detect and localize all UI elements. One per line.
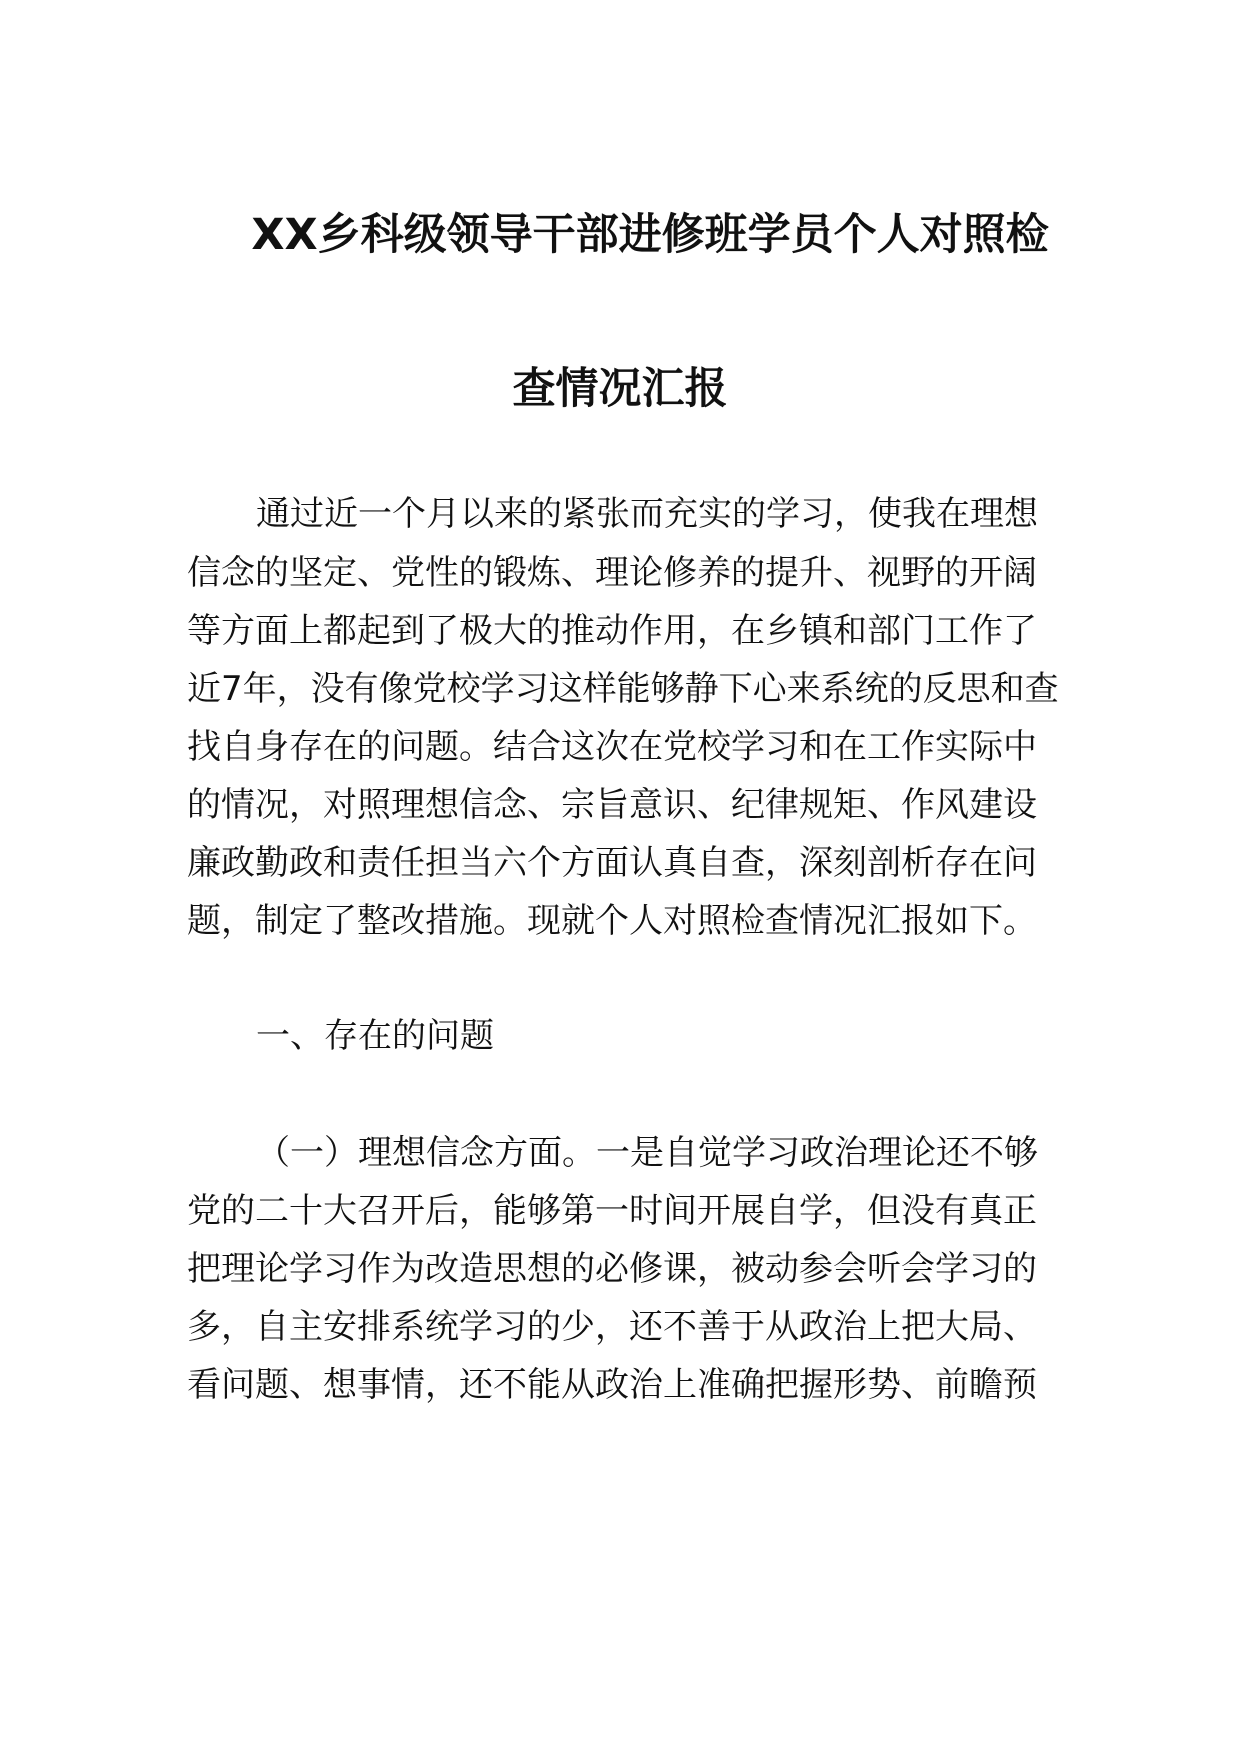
document-title-line-1: XX乡科级领导干部进修班学员个人对照检 [251,210,1049,260]
intro-paragraph-line: 题，制定了整改措施。现就个人对照检查情况汇报如下。 [187,901,1037,941]
section-heading: 一、存在的问题 [256,1016,494,1056]
intro-paragraph-line: 近7年，没有像党校学习这样能够静下心来系统的反思和查 [187,669,1059,709]
document-title-line-2: 查情况汇报 [512,364,728,414]
intro-paragraph-line: 廉政勤政和责任担当六个方面认真自查，深刻剖析存在问 [187,843,1037,883]
subsection-paragraph-line: 党的二十大召开后，能够第一时间开展自学，但没有真正 [187,1191,1037,1231]
subsection-paragraph-line: （一）理想信念方面。一是自觉学习政治理论还不够 [256,1133,1038,1173]
intro-paragraph-line: 通过近一个月以来的紧张而充实的学习，使我在理想 [256,494,1038,534]
subsection-paragraph-line: 把理论学习作为改造思想的必修课，被动参会听会学习的 [187,1249,1037,1289]
intro-paragraph-line: 等方面上都起到了极大的推动作用，在乡镇和部门工作了 [187,611,1037,651]
intro-paragraph-line: 信念的坚定、党性的锻炼、理论修养的提升、视野的开阔 [187,553,1037,593]
subsection-paragraph-line: 看问题、想事情，还不能从政治上准确把握形势、前瞻预 [187,1365,1037,1405]
intro-paragraph-line: 的情况，对照理想信念、宗旨意识、纪律规矩、作风建设 [187,785,1037,825]
intro-paragraph-line: 找自身存在的问题。结合这次在党校学习和在工作实际中 [187,727,1037,767]
subsection-paragraph-line: 多，自主安排系统学习的少，还不善于从政治上把大局、 [187,1307,1037,1347]
